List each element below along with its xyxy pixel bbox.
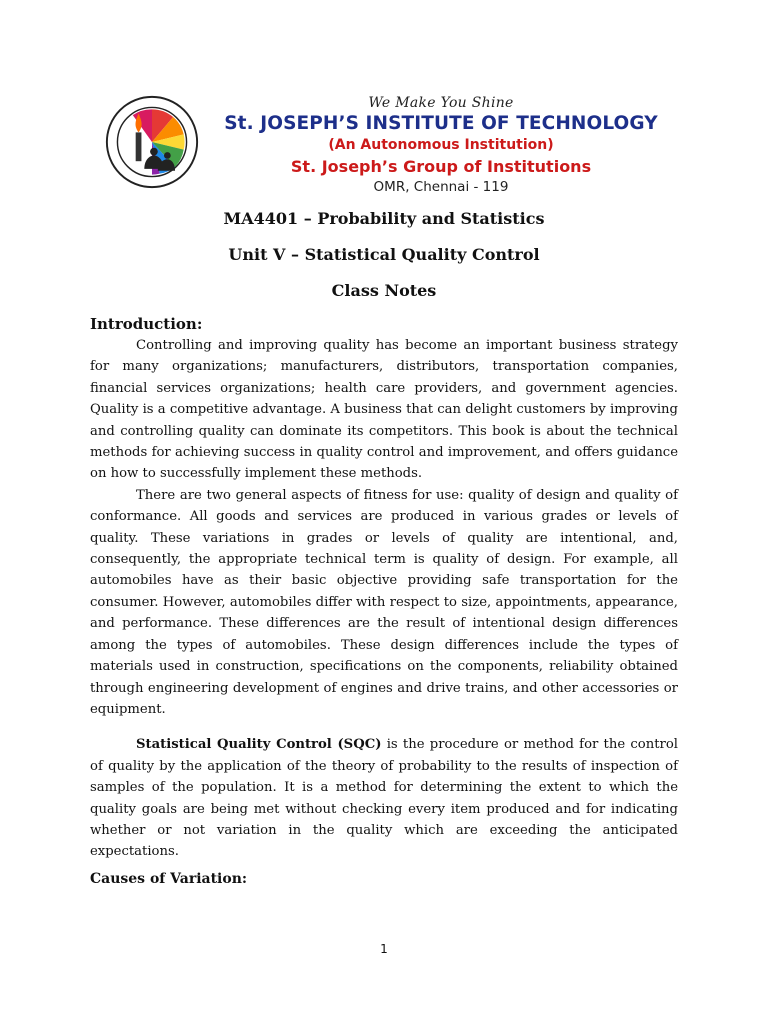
course-title-text: MA4401 – Probability and Statistics [223, 209, 545, 228]
page-number: 1 [380, 942, 388, 956]
course-title [0, 209, 768, 228]
letterhead [104, 90, 674, 200]
autonomous-status: (An Autonomous Institution) [328, 137, 554, 153]
letterhead-text [208, 90, 674, 195]
institution-name: St. JOSEPH’S INSTITUTE OF TECHNOLOGY [224, 113, 658, 134]
paragraph-fitness-for-use: There are two general aspects of fitness for use: quality of design and quality of conformance. All goods and services are produced in various grades or levels of quality. These variations in grades or levels of quality are intentional, and, consequently, the appropriate technical term is quality of design. For example, all automobiles have as their basic objective providing safe transportation for the consumer. However, automobiles differ with respect to size, appointments, appearance, and performance. These differences are the result of intentional design differences among the types of automobiles. These design differences include the types of materials used in construction, specifications on the components, reliability obtained through engineering development of engines and drive trains, and other accessories or equipment. [90, 487, 678, 717]
institution-address: OMR, Chennai - 119 [373, 179, 509, 195]
paragraph-gap [90, 720, 678, 734]
unit-title [0, 245, 768, 264]
introduction-heading: Introduction: [90, 315, 203, 333]
unit-title-text: Unit V – Statistical Quality Control [228, 245, 540, 264]
paragraph-sqc-definition [90, 734, 678, 862]
document-body [90, 315, 678, 887]
causes-of-variation-heading: Causes of Variation: [90, 870, 248, 887]
paragraph-quality-strategy: Controlling and improving quality has become an important business strategy for many organizations; manufacturers, distributors, transportation companies, financial services organizations; health care providers, and government agencies. Quality is a competitive advantage. A business that can delight customers by improving and controlling quality can dominate its competitors. This book is about the technical methods for achieving success in quality control and improvement, and offers guidance on how to successfully implement these methods. [90, 338, 678, 482]
institution-seal-icon [104, 94, 200, 190]
notes-title [0, 281, 768, 300]
institution-group: St. Joseph’s Group of Institutions [290, 157, 592, 176]
notes-title-text: Class Notes [331, 281, 437, 300]
sqc-definition-text: is the procedure or method for the control of quality by the application of the theory of probability to the results of inspection of samples of the population. It is a method for determining the extent to which the quality goals are being met without checking every item produced and for indicating whether or not variation in the quality which are exceeding the anticipated expectations. [90, 737, 678, 860]
institution-motto: We Make You Shine [368, 95, 514, 111]
sqc-term: Statistical Quality Control (SQC) [136, 737, 382, 753]
